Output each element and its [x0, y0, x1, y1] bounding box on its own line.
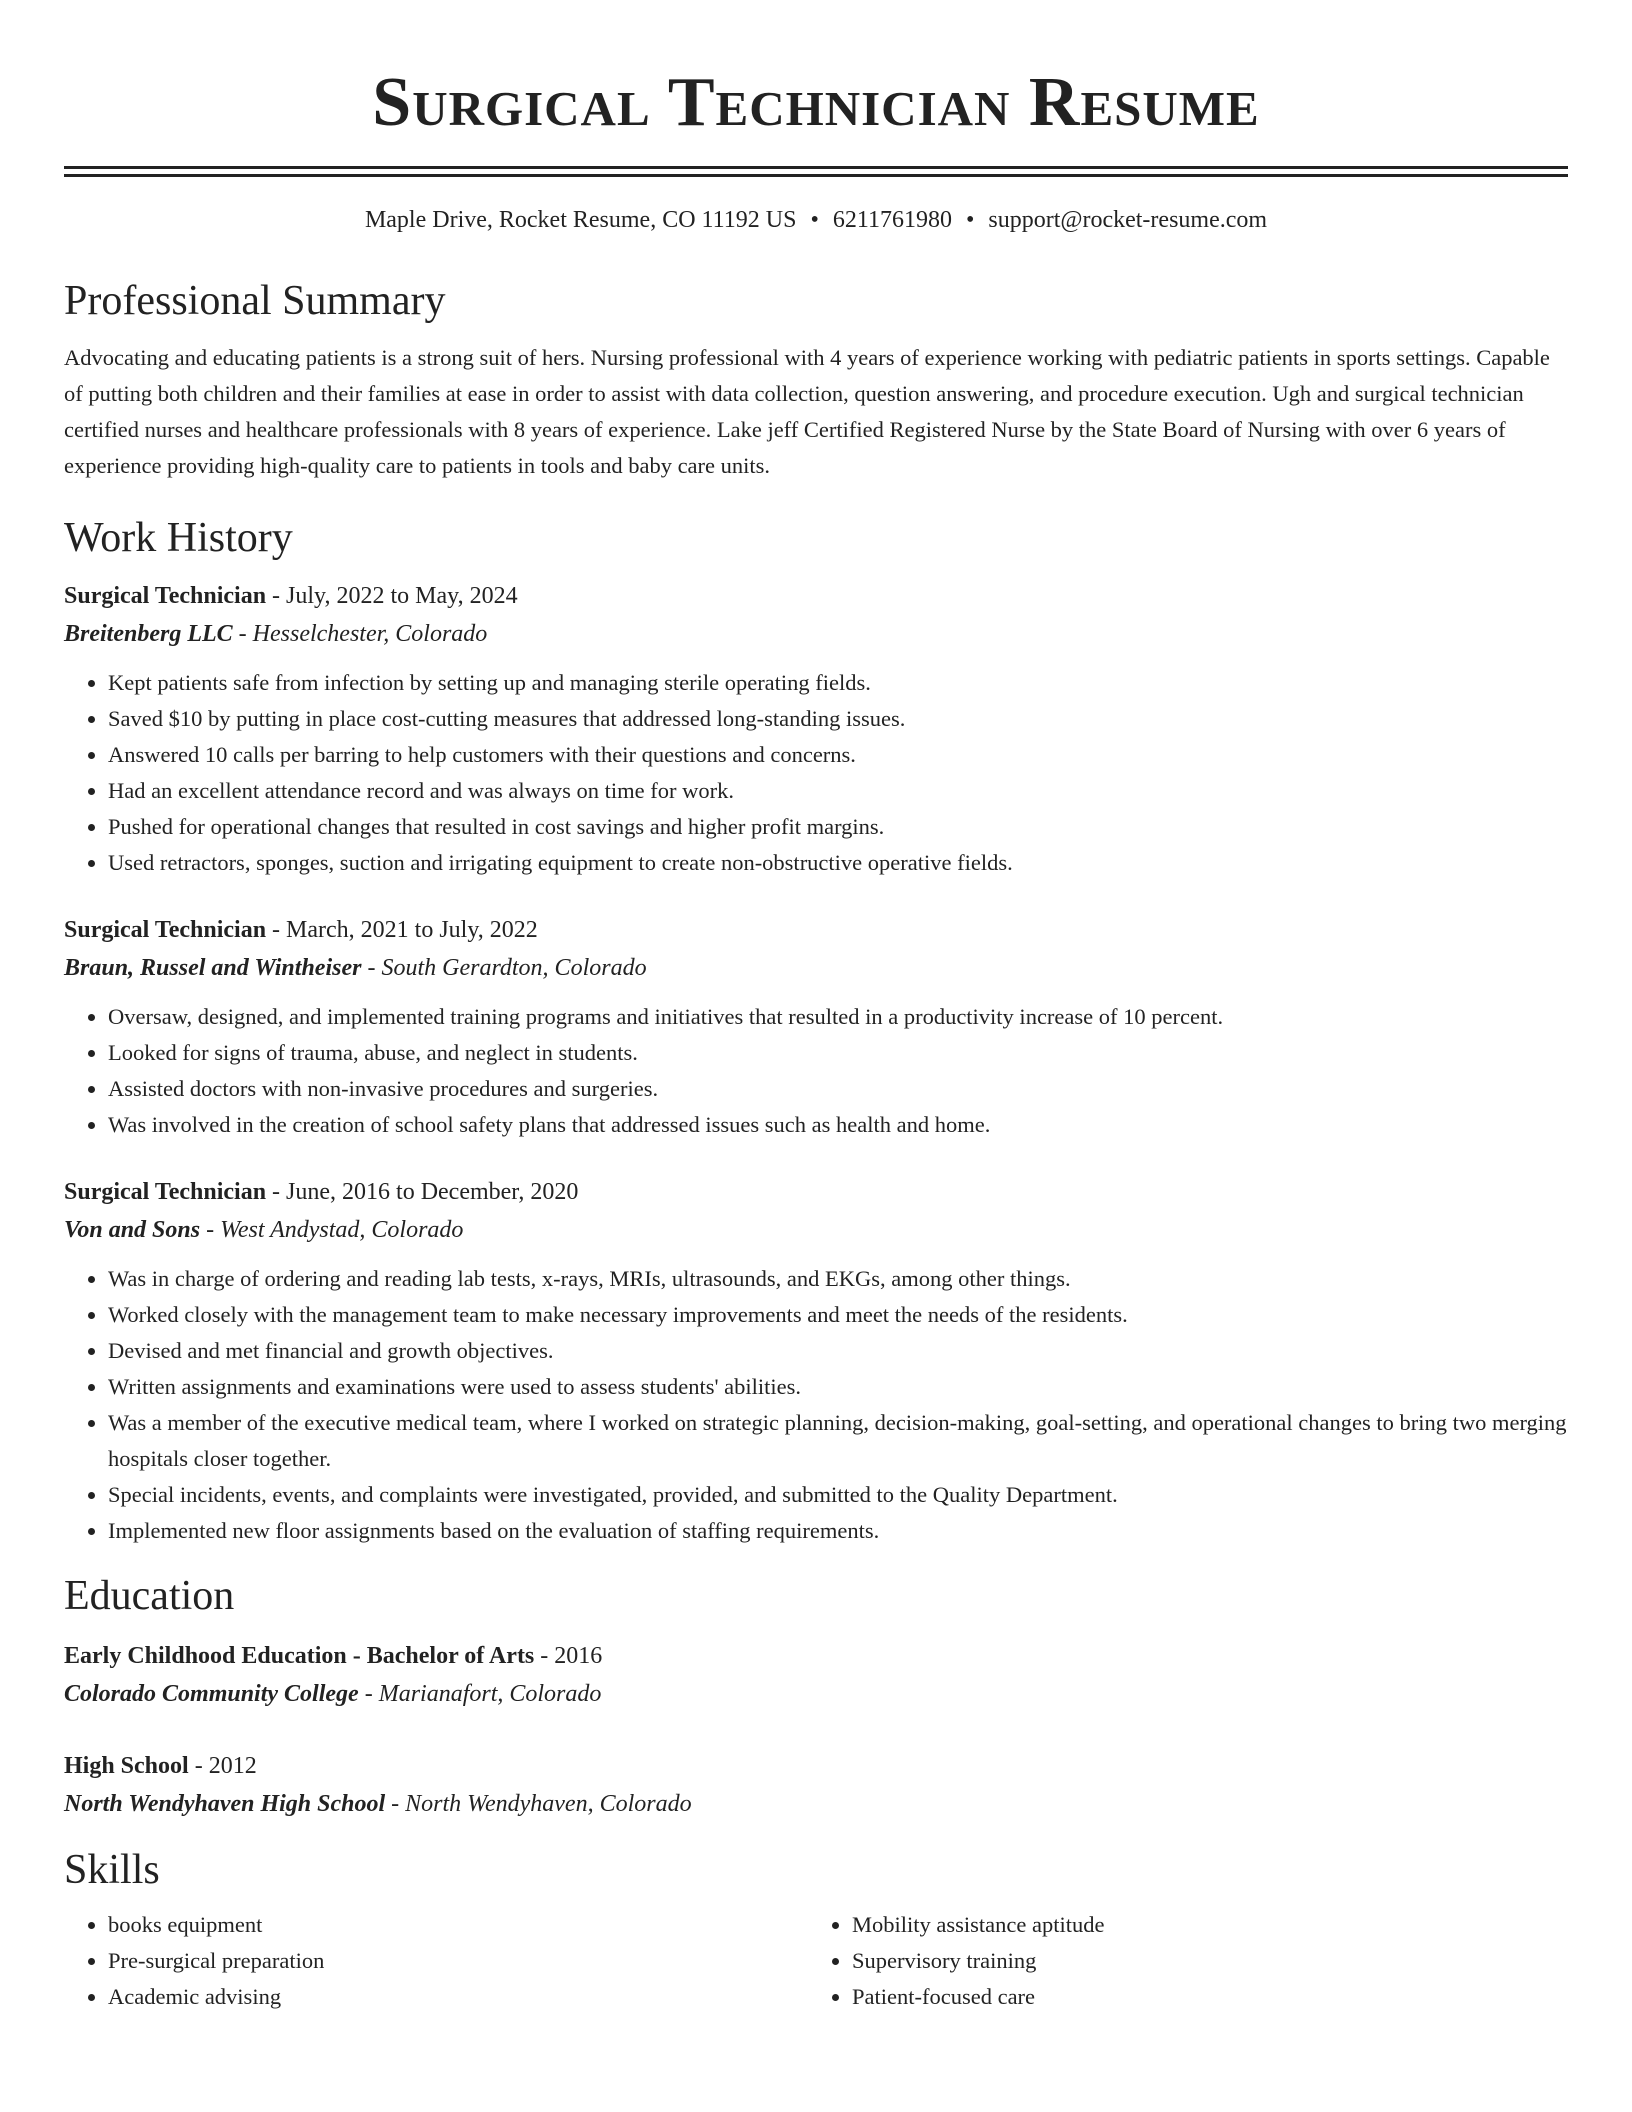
list-item: • Answered 10 calls per barring to help customers with their questions and concerns. — [108, 737, 1568, 773]
school-line — [64, 1675, 1568, 1713]
school-name: North Wendyhaven High School — [64, 1791, 386, 1817]
job-title-line — [64, 1173, 1568, 1211]
job-title: Surgical Technician — [64, 583, 267, 609]
job-title: Surgical Technician — [64, 1179, 267, 1205]
list-item: • Kept patients safe from infection by setting up and managing sterile operating fields. — [108, 665, 1568, 701]
skills-list-right — [808, 1907, 1552, 2015]
job-title-line — [64, 577, 1568, 615]
school-line — [64, 1785, 1568, 1823]
list-item: • Saved $10 by putting in place cost-cutting measures that addressed long-standing issues. — [108, 701, 1568, 737]
list-item: • Special incidents, events, and complaints were investigated, provided, and submitted to the Quality Department. — [108, 1477, 1568, 1513]
list-item: • Was involved in the creation of school safety plans that addressed issues such as health and home. — [108, 1107, 1568, 1143]
job-entry — [64, 911, 1568, 1143]
list-item: • Assisted doctors with non-invasive procedures and surgeries. — [108, 1071, 1568, 1107]
job-company-line — [64, 949, 1568, 987]
list-item: • Written assignments and examinations were used to assess students' abilities. — [108, 1369, 1568, 1405]
job-title: Surgical Technician — [64, 917, 267, 943]
job-location: - South Gerardton, Colorado — [361, 955, 647, 981]
skill-item: • Supervisory training — [852, 1943, 1552, 1979]
list-item: • Oversaw, designed, and implemented training programs and initiatives that resulted in a productivity increase of 10 percent. — [108, 999, 1568, 1035]
job-entry — [64, 577, 1568, 881]
education-entry — [64, 1637, 1568, 1713]
skill-item: • Pre-surgical preparation — [108, 1943, 808, 1979]
education-heading: Education — [64, 1573, 235, 1619]
work-history-heading: Work History — [64, 515, 293, 561]
contact-separator: • — [965, 207, 975, 233]
list-item: • Looked for signs of trauma, abuse, and neglect in students. — [108, 1035, 1568, 1071]
job-dates: - March, 2021 to July, 2022 — [266, 917, 538, 943]
summary-text: Advocating and educating patients is a strong suit of hers. Nursing professional with 4 years of experience working with pediatric patients in sports settings. Capable of putting both children and their families at ease in order to assist with data collection, question answering, and procedure execution. Ugh and surgical technician certified nurses and healthcare professionals with 8 years of experience. Lake jeff Certified Registered Nurse by the State Board of Nursing with over 6 years of experience providing high-quality care to patients in tools and baby care units. — [64, 345, 1550, 478]
job-company: Breitenberg LLC — [64, 621, 233, 647]
list-item: • Used retractors, sponges, suction and irrigating equipment to create non-obstructive operative fields. — [108, 845, 1568, 881]
contact-email: support@rocket-resume.com — [988, 207, 1268, 233]
degree-line — [64, 1637, 1568, 1675]
job-location: - Hesselchester, Colorado — [232, 621, 488, 647]
list-item: • Devised and met financial and growth objectives. — [108, 1333, 1568, 1369]
skills-columns — [64, 1907, 1568, 2015]
job-entry — [64, 1173, 1568, 1549]
job-title-line — [64, 911, 1568, 949]
job-location: - West Andystad, Colorado — [200, 1217, 464, 1243]
degree-year: - 2016 — [534, 1643, 603, 1669]
contact-separator: • — [810, 207, 819, 233]
skill-item: • Mobility assistance aptitude — [852, 1907, 1552, 1943]
summary-heading: Professional Summary — [64, 278, 446, 324]
school-location: - North Wendyhaven, Colorado — [385, 1791, 692, 1817]
degree-year: - 2012 — [188, 1753, 257, 1779]
job-bullets — [64, 1261, 1568, 1549]
list-item: • Pushed for operational changes that resulted in cost savings and higher profit margins. — [108, 809, 1568, 845]
contact-address: Maple Drive, Rocket Resume, CO 11192 US — [364, 207, 797, 233]
skill-item: • Patient-focused care — [852, 1979, 1552, 2015]
contact-phone: 6211761980 — [832, 207, 952, 233]
contact-line — [64, 204, 1568, 236]
school-name: Colorado Community College — [64, 1681, 359, 1707]
skill-item: • books equipment — [108, 1907, 808, 1943]
skills-list-left — [64, 1907, 808, 2015]
job-company: Von and Sons — [64, 1217, 201, 1243]
list-item: • Worked closely with the management team to make necessary improvements and meet the needs of the residents. — [108, 1297, 1568, 1333]
skill-item: • Academic advising — [108, 1979, 808, 2015]
resume-page — [64, 0, 1568, 2015]
job-company-line — [64, 615, 1568, 653]
title-divider — [64, 166, 1568, 177]
degree-line — [64, 1747, 1568, 1785]
job-dates: - June, 2016 to December, 2020 — [266, 1179, 579, 1205]
job-company: Braun, Russel and Wintheiser — [64, 955, 362, 981]
job-bullets — [64, 665, 1568, 881]
school-location: - Marianafort, Colorado — [358, 1681, 602, 1707]
job-dates: - July, 2022 to May, 2024 — [266, 583, 518, 609]
job-company-line — [64, 1211, 1568, 1249]
job-bullets — [64, 999, 1568, 1143]
list-item: • Was a member of the executive medical team, where I worked on strategic planning, decision-making, goal-setting, and operational changes to bring two merging hospitals closer together. — [108, 1405, 1568, 1477]
degree: Early Childhood Education - Bachelor of Arts — [64, 1643, 535, 1669]
degree: High School — [64, 1753, 189, 1779]
list-item: • Implemented new floor assignments based on the evaluation of staffing requirements. — [108, 1513, 1568, 1549]
list-item: • Had an excellent attendance record and was always on time for work. — [108, 773, 1568, 809]
resume-title: Surgical Technician Resume — [372, 64, 1260, 141]
education-entry — [64, 1747, 1568, 1823]
list-item: • Was in charge of ordering and reading lab tests, x-rays, MRIs, ultrasounds, and EKGs, among other things. — [108, 1261, 1568, 1297]
skills-heading: Skills — [64, 1847, 160, 1893]
